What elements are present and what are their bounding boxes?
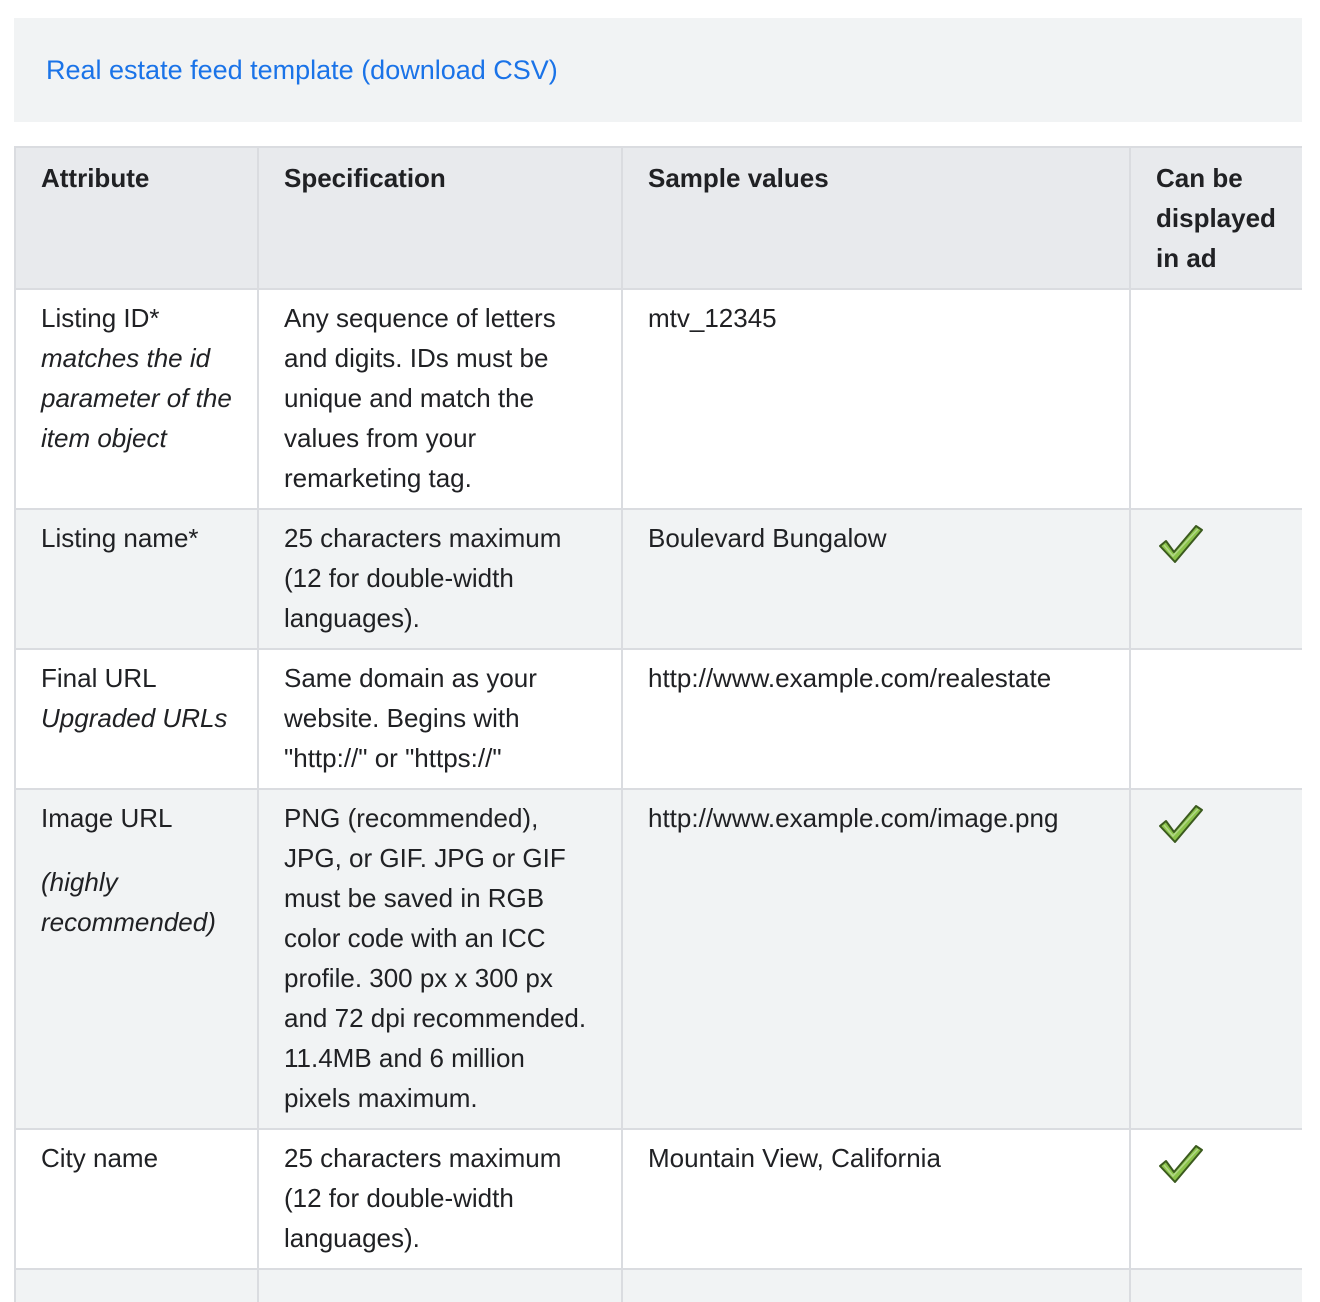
- displayed-in-ad-cell: [1130, 509, 1302, 649]
- specification-cell: [258, 1269, 622, 1302]
- feed-spec-table: [14, 146, 1302, 1302]
- header-attribute: Attribute: [15, 147, 258, 289]
- attribute-note: matches the id parameter of the item object: [41, 343, 232, 453]
- attribute-name: Image URL: [41, 803, 173, 833]
- specification-cell: PNG (recommended), JPG, or GIF. JPG or GIF must be saved in RGB color code with an ICC profile. 300 px x 300 px and 72 dpi recommended. 11.4MB and 6 million pixels maximum.: [258, 789, 622, 1129]
- attribute-cell: [15, 1269, 258, 1302]
- specification-cell: Same domain as your website. Begins with "http://" or "https://": [258, 649, 622, 789]
- displayed-in-ad-cell: [1130, 1129, 1302, 1269]
- sample-value-cell: Boulevard Bungalow: [622, 509, 1130, 649]
- header-specification: Specification: [258, 147, 622, 289]
- table-row: [15, 789, 1302, 1129]
- specification-cell: Any sequence of letters and digits. IDs must be unique and match the values from your remarketing tag.: [258, 289, 622, 509]
- checkmark-icon: [1156, 1142, 1204, 1184]
- sample-value-cell: mtv_12345: [622, 289, 1130, 509]
- attribute-name: Listing name*: [41, 523, 199, 553]
- attribute-cell: [15, 1129, 258, 1269]
- specification-cell: 25 characters maximum (12 for double-width languages).: [258, 509, 622, 649]
- attribute-cell: [15, 509, 258, 649]
- attribute-name: Listing ID*: [41, 303, 160, 333]
- table-row: [15, 509, 1302, 649]
- displayed-in-ad-cell: [1130, 289, 1302, 509]
- table-row: [15, 649, 1302, 789]
- attribute-note: (highly recommended): [41, 867, 216, 937]
- table-row: [15, 1129, 1302, 1269]
- checkmark-icon: [1156, 522, 1204, 564]
- table-row: [15, 289, 1302, 509]
- sample-value-cell: http://www.example.com/image.png: [622, 789, 1130, 1129]
- attribute-name: City name: [41, 1143, 159, 1173]
- specification-cell: 25 characters maximum (12 for double-width languages).: [258, 1129, 622, 1269]
- sample-value-cell: http://www.example.com/realestate: [622, 649, 1130, 789]
- feed-spec-table-container: [14, 146, 1302, 1302]
- sample-value-cell: [622, 1269, 1130, 1302]
- sample-value-cell: Mountain View, California: [622, 1129, 1130, 1269]
- header-sample-values: Sample values: [622, 147, 1130, 289]
- header-displayed-in-ad: Can be displayed in ad: [1130, 147, 1302, 289]
- attribute-cell: [15, 289, 258, 509]
- attribute-name: Final URL: [41, 663, 157, 693]
- displayed-in-ad-cell: [1130, 789, 1302, 1129]
- table-header-row: [15, 147, 1302, 289]
- displayed-in-ad-cell: [1130, 1269, 1302, 1302]
- download-banner: [14, 18, 1302, 122]
- attribute-cell: [15, 789, 258, 1129]
- attribute-cell: [15, 649, 258, 789]
- attribute-note: Upgraded URLs: [41, 703, 228, 733]
- download-csv-link[interactable]: Real estate feed template (download CSV): [46, 54, 558, 85]
- checkmark-icon: [1156, 802, 1204, 844]
- spacer: [41, 838, 233, 862]
- table-row-partial: [15, 1269, 1302, 1302]
- displayed-in-ad-cell: [1130, 649, 1302, 789]
